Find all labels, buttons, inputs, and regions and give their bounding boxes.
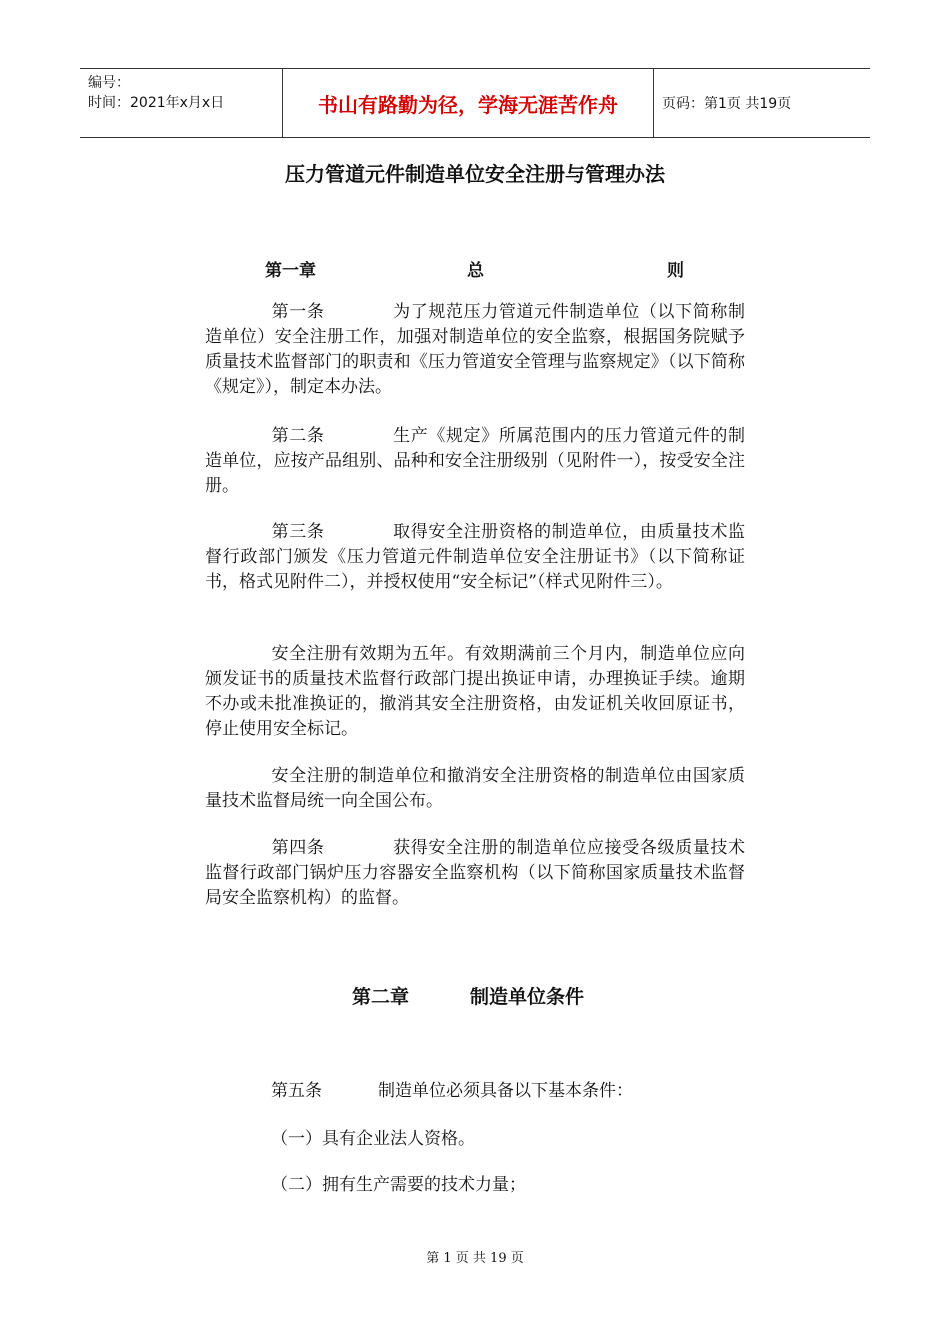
- article-2: [205, 424, 745, 499]
- chapter1-title-a: 总: [467, 261, 484, 281]
- chapter2-title: 制造单位条件: [470, 986, 585, 1008]
- article-4-number: 第四条: [271, 838, 325, 858]
- header-motto: 书山有路勤为径，学海无涯苦作舟: [282, 69, 654, 137]
- document-title: 压力管道元件制造单位安全注册与管理办法: [285, 162, 665, 186]
- number-label: 编号：: [88, 75, 130, 91]
- article-3-number: 第三条: [271, 522, 325, 542]
- article-3-text: 取得安全注册资格的制造单位，由质量技术监督行政部门颁发《压力管道元件制造单位安全注册证书》（以下简称证书，格式见附件二），并授权使用“安全标记”（样式见附件三）。: [205, 522, 745, 592]
- page-header: [80, 68, 870, 138]
- paragraph-publish: [205, 764, 745, 814]
- paragraph-publish-text: 安全注册的制造单位和撤消安全注册资格的制造单位由国家质量技术监督局统一向全国公布。: [205, 766, 745, 811]
- chapter2-number: 第二章: [352, 986, 410, 1008]
- article-4-text: 获得安全注册的制造单位应接受各级质量技术监督行政部门锅炉压力容器安全监察机构（以下简称国家质量技术监督局安全监察机构）的监督。: [205, 838, 745, 908]
- article-3: [205, 520, 745, 595]
- item-2: （二）拥有生产需要的技术力量；: [271, 1175, 526, 1195]
- item-1: （一）具有企业法人资格。: [271, 1129, 475, 1149]
- article-1: [205, 300, 745, 400]
- article-2-text: 生产《规定》所属范围内的压力管道元件的制造单位，应按产品组别、品种和安全注册级别（见附件一），按受安全注册。: [205, 426, 745, 496]
- chapter1-title-b: 则: [667, 261, 684, 281]
- article-1-text: 为了规范压力管道元件制造单位（以下简称制造单位）安全注册工作，加强对制造单位的安全监察，根据国务院赋予质量技术监督部门的职责和《压力管道安全管理与监察规定》（以下简称《规定》），制定本办法。: [205, 302, 745, 397]
- header-page-info: 页码：第1页 共19页: [662, 96, 792, 112]
- paragraph-validity: [205, 642, 745, 742]
- article-5-number: 第五条: [271, 1081, 322, 1101]
- paragraph-validity-text: 安全注册有效期为五年。有效期满前三个月内，制造单位应向颁发证书的质量技术监督行政部门提出换证申请，办理换证手续。逾期不办或未批准换证的，撤消其安全注册资格，由发证机关收回原证书，停止使用安全标记。: [205, 644, 745, 739]
- chapter1-number: 第一章: [265, 261, 316, 281]
- article-2-number: 第二条: [271, 426, 325, 446]
- header-meta: [80, 69, 282, 137]
- page-footer: 第 1 页 共 19 页: [426, 1251, 524, 1266]
- article-1-number: 第一条: [271, 302, 325, 322]
- article-5-text: 制造单位必须具备以下基本条件：: [378, 1081, 633, 1101]
- time-label: 时间：2021年x月x日: [88, 95, 225, 111]
- article-4: [205, 836, 745, 911]
